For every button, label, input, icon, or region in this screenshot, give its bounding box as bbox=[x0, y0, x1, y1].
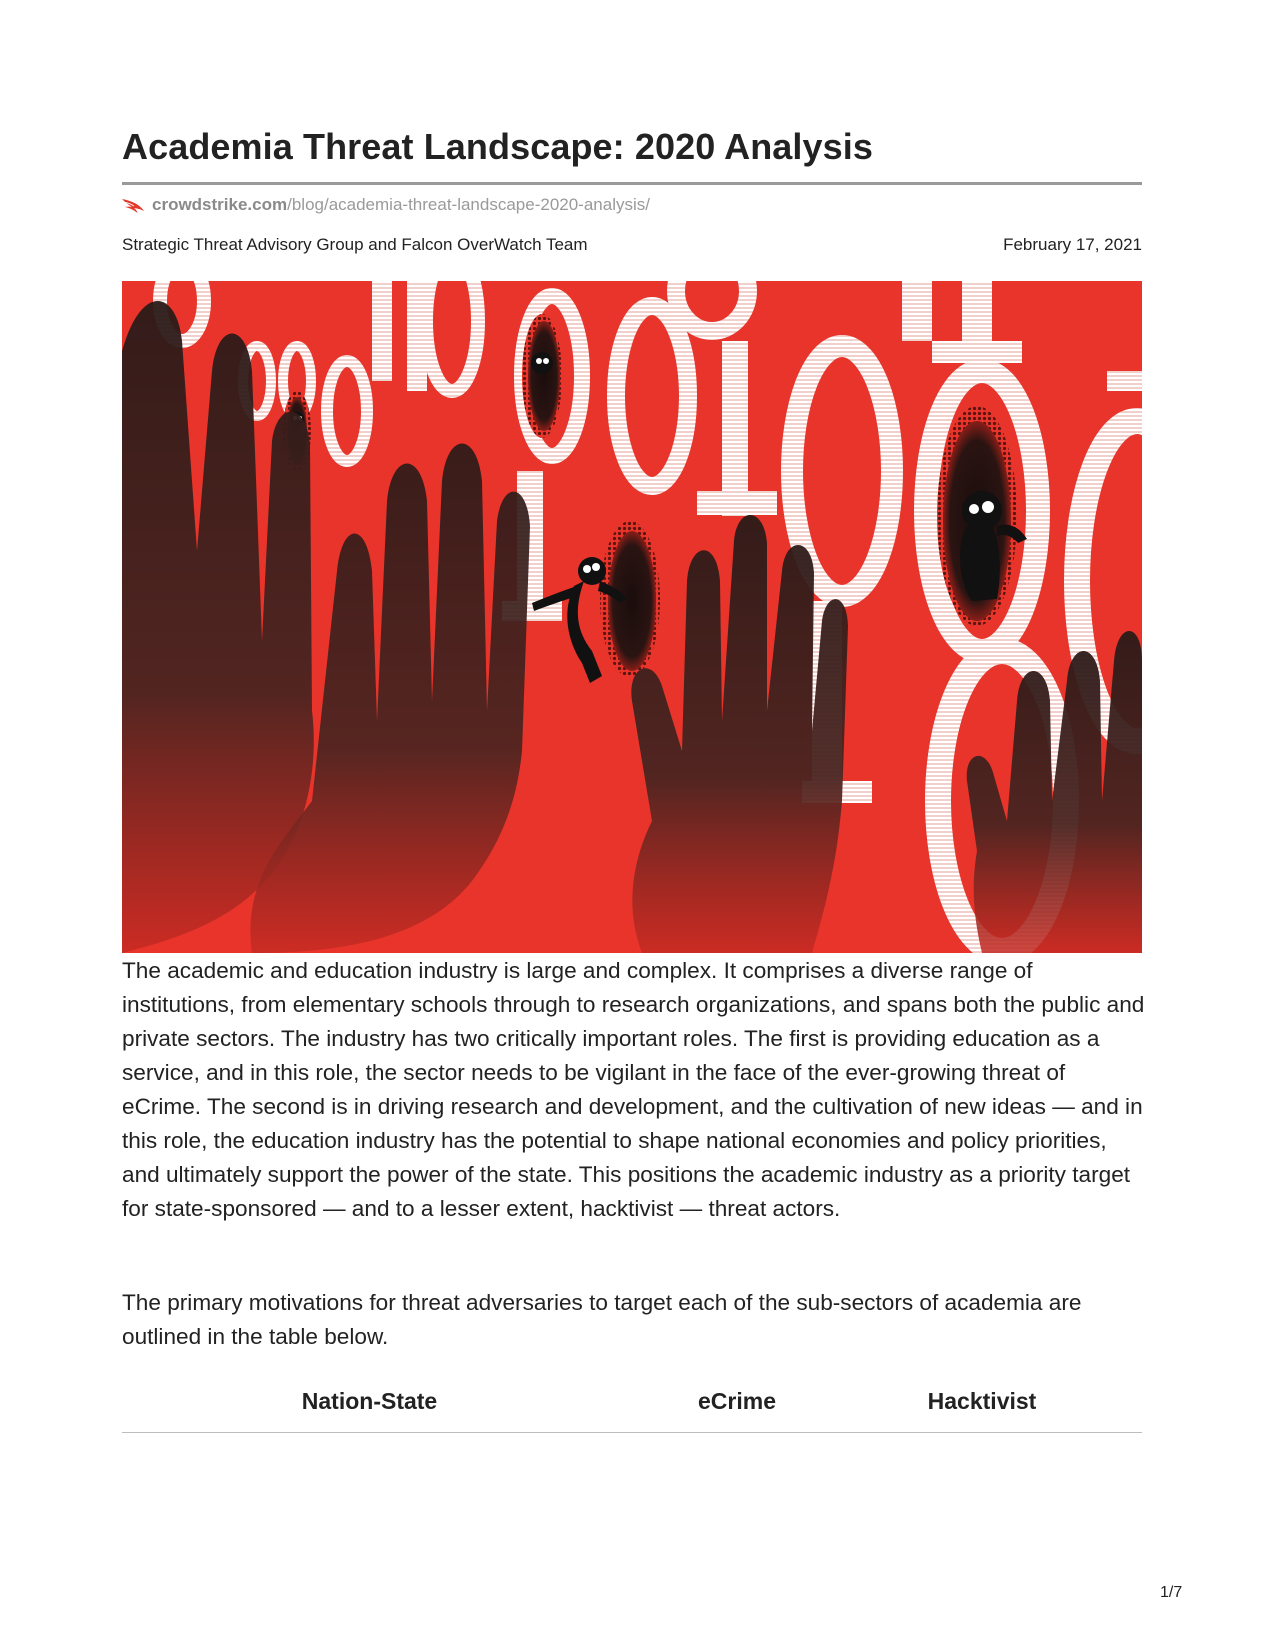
table-intro-paragraph: The primary motivations for threat adversaries to target each of the sub-sectors of academia are outlined in the table below. bbox=[122, 1290, 1082, 1349]
intro-paragraph: The academic and education industry is large and complex. It comprises a diverse range of institutions, from elementary schools through to research organizations, and spans both the public and private sectors. The industry has two critically important roles. The first is providing education as a service, and in this role, the sector needs to be vigilant in the face of the ever-growing threat of eCrime. The second is in driving research and development, and the cultivation of new ideas — and in this role, the education industry has the potential to shape national economies and policy priorities, and ultimately support the power of the state. This positions the academic industry as a priority target for state-sponsored — and to a lesser extent, hacktivist — threat actors. bbox=[122, 958, 1145, 1221]
column-header-ecrime: eCrime bbox=[698, 1388, 776, 1414]
crowdstrike-falcon-icon bbox=[122, 197, 144, 213]
motivation-table-header bbox=[122, 1388, 1142, 1433]
source-link[interactable] bbox=[122, 195, 650, 215]
publish-date: February 17, 2021 bbox=[1003, 235, 1142, 254]
title-divider bbox=[122, 182, 1142, 185]
source-domain[interactable]: crowdstrike.com bbox=[152, 195, 288, 214]
source-path[interactable]: /blog/academia-threat-landscape-2020-analysis/ bbox=[287, 195, 650, 214]
column-header-nation-state: Nation-State bbox=[301, 1388, 438, 1414]
binary-digits-hands-illustration bbox=[122, 281, 1142, 953]
page-title: Academia Threat Landscape: 2020 Analysis bbox=[122, 126, 873, 167]
column-header-hacktivist: Hacktivist bbox=[927, 1388, 1037, 1414]
byline bbox=[122, 235, 1142, 255]
page-number: 1/7 bbox=[1160, 1584, 1183, 1601]
hero-image bbox=[122, 281, 1142, 953]
author: Strategic Threat Advisory Group and Falcon OverWatch Team bbox=[122, 235, 588, 254]
